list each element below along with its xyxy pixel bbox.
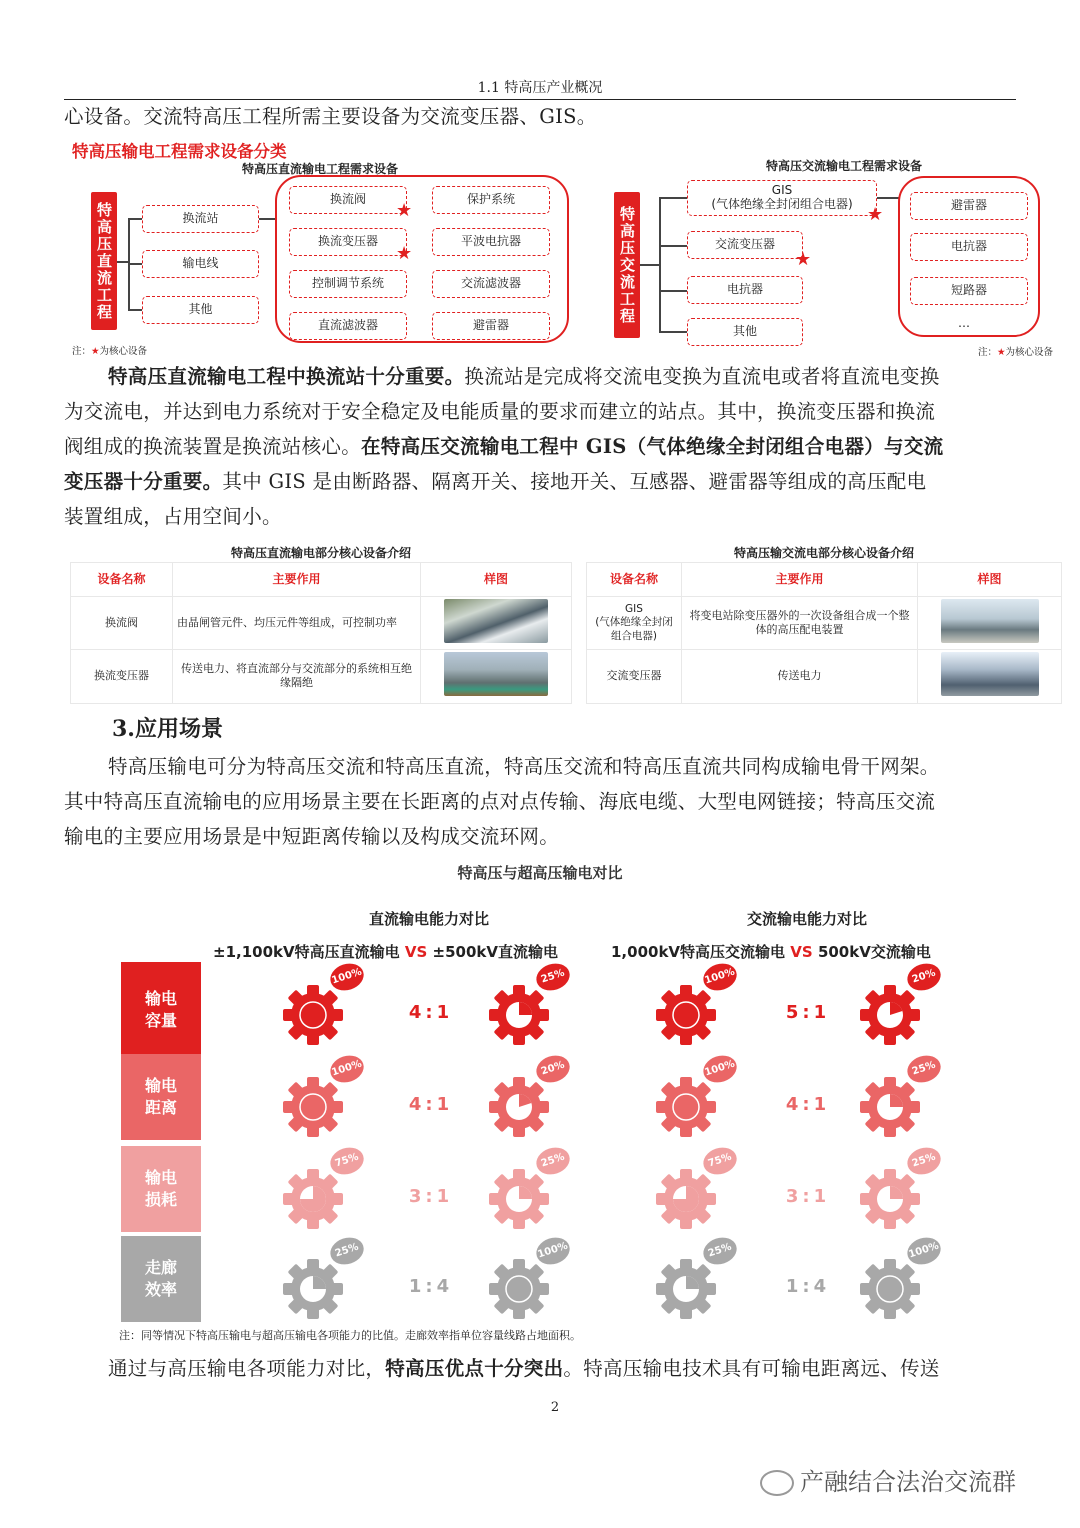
ratio-label: 3:1 (408, 1186, 454, 1207)
body-line: 为交流电，并达到电力系统对于安全稳定及电能质量的要求而建立的站点。其中，换流变压器和换流 (64, 400, 936, 423)
note-prefix: 注： (72, 346, 92, 357)
gear-icon (488, 984, 550, 1046)
ratio-label: 4:1 (785, 1094, 831, 1115)
ac-other-equip: 避雷器 (910, 192, 1028, 220)
page-number: 2 (550, 1400, 560, 1415)
gear-icon (282, 1258, 344, 1320)
body-line: 装置组成，占用空间小。 (64, 505, 282, 528)
gis-photo (941, 599, 1039, 643)
ratio-label: 3:1 (785, 1186, 831, 1207)
gear-icon (859, 984, 921, 1046)
percent-badge: 20% (533, 1051, 573, 1086)
gear-icon (282, 984, 344, 1046)
ac-diagram-subtitle: 特高压交流输电工程需求设备 (766, 159, 923, 173)
table-cell: 交流变压器 (587, 650, 682, 703)
percent-badge: 100% (700, 1051, 740, 1086)
percent-badge: 75% (327, 1143, 367, 1178)
figure-title: 特高压输电工程需求设备分类 (72, 142, 287, 161)
ac-project-bar (614, 192, 640, 338)
core-star-icon: ★ (396, 243, 413, 264)
gear-icon (282, 1168, 344, 1230)
gear-icon (488, 1168, 550, 1230)
ac-other-equip: 电抗器 (910, 233, 1028, 261)
body-line (64, 430, 943, 464)
vs-label: VS (404, 943, 428, 961)
dc-diagram-note (72, 343, 147, 357)
vs-label: VS (790, 943, 813, 961)
percent-badge: 75% (700, 1143, 740, 1178)
percent-badge: 100% (700, 959, 740, 994)
ac-equip: 交流变压器 (687, 231, 803, 259)
gear-icon (655, 1258, 717, 1320)
comparison-title: 特高压与超高压输电对比 (457, 864, 623, 882)
dc-comparison-pair (213, 941, 558, 962)
ratio-label: 1:4 (408, 1276, 454, 1297)
page-header: 1.1 特高压产业概况 (64, 78, 1016, 100)
percent-badge: 25% (904, 1143, 944, 1178)
dc-comparison-heading: 直流输电能力对比 (369, 910, 490, 928)
table-cell (421, 597, 572, 650)
core-star-icon: ★ (396, 200, 413, 221)
table-cell: 换流阀 (71, 597, 173, 650)
ratio-label: 4:1 (408, 1002, 454, 1023)
converter-valve-photo (444, 599, 548, 643)
note-prefix: 注： (978, 347, 998, 358)
col-header: 样图 (421, 563, 572, 597)
bold-text: 在特高压交流输电工程中 GIS（气体绝缘全封闭组合电器）与交流 (361, 435, 944, 458)
table-cell: 传送电力、将直流部分与交流部分的系统相互绝缘隔绝 (173, 650, 421, 703)
col-header: 设备名称 (587, 563, 682, 597)
dc-equip: 保护系统 (432, 186, 550, 214)
table-cell (421, 650, 572, 703)
text: 换流站是完成将交流电变换为直流电或者将直流电变换 (464, 365, 940, 388)
gear-icon (859, 1076, 921, 1138)
table-cell: 传送电力 (682, 650, 918, 703)
percent-badge: 25% (700, 1233, 740, 1268)
ac-other-ellipsis: … (958, 316, 970, 330)
ratio-label: 5:1 (785, 1002, 831, 1023)
percent-badge: 25% (904, 1051, 944, 1086)
table-cell (918, 650, 1062, 703)
row-label (121, 962, 201, 1057)
note-suffix: 为核心设备 (99, 346, 148, 357)
dc-uhv-label: ±1,100kV特高压直流输电 (213, 943, 400, 961)
row-label (121, 1236, 201, 1322)
watermark-text: 产融结合法治交流群 (800, 1468, 1016, 1496)
body-line: 其中特高压直流输电的应用场景主要在长距离的点对点传输、海底电缆、大型电网链接；特高压交流 (64, 790, 936, 813)
dc-equip: 避雷器 (432, 312, 550, 340)
dc-equip: 换流阀 (289, 186, 407, 214)
percent-badge: 100% (327, 1051, 367, 1086)
percent-badge: 100% (904, 1233, 944, 1268)
section-heading: 3.应用场景 (112, 716, 223, 742)
ac-transformer-photo (941, 652, 1039, 696)
col-header: 样图 (918, 563, 1062, 597)
body-line: 输电的主要应用场景是中短距离传输以及构成交流环网。 (64, 825, 560, 848)
text: 其中 GIS 是由断路器、隔离开关、接地开关、互感器、避雷器等组成的高压配电 (222, 470, 927, 493)
dc-equip: 控制调节系统 (289, 270, 407, 298)
gear-icon (655, 1076, 717, 1138)
gear-icon (859, 1258, 921, 1320)
table-cell: 将变电站除变压器外的一次设备组合成一个整体的高压配电装置 (682, 597, 918, 650)
note-suffix: 为核心设备 (1005, 347, 1054, 358)
bold-text: 特高压优点十分突出 (385, 1357, 564, 1380)
col-header: 主要作用 (682, 563, 918, 597)
text: 阀组成的换流装置是换流站核心。 (64, 435, 362, 458)
percent-badge: 100% (533, 1233, 573, 1268)
watermark (760, 1462, 1016, 1497)
gear-icon (655, 984, 717, 1046)
gear-icon (488, 1258, 550, 1320)
table-cell (918, 597, 1062, 650)
dc-equipment-table (70, 562, 572, 704)
percent-badge: 20% (904, 959, 944, 994)
text: 通过与高压输电各项能力对比， (108, 1357, 386, 1380)
dc-equip: 直流滤波器 (289, 312, 407, 340)
row-label (121, 1054, 201, 1140)
dc-branch: 其他 (142, 296, 259, 324)
row-label (121, 1146, 201, 1232)
bold-text: 特高压直流输电工程中换流站十分重要。 (108, 365, 465, 388)
gear-icon (282, 1076, 344, 1138)
core-star-icon: ★ (795, 249, 812, 270)
ac-ehv-label: 500kV交流输电 (817, 943, 931, 961)
wechat-icon (760, 1470, 794, 1496)
body-line: 心设备。交流特高压工程所需主要设备为交流变压器、GIS。 (64, 105, 597, 128)
row-label-text: 输电容量 (144, 988, 177, 1030)
ac-comparison-pair (611, 941, 931, 962)
dc-branch: 输电线 (142, 250, 259, 278)
ac-equip: 电抗器 (687, 276, 803, 304)
dc-equip: 平波电抗器 (432, 228, 550, 256)
percent-badge: 25% (327, 1233, 367, 1268)
ac-table-caption: 特高压输交流电部分核心设备介绍 (733, 546, 914, 560)
dc-diagram-subtitle: 特高压直流输电工程需求设备 (242, 162, 399, 176)
table-cell: 换流变压器 (71, 650, 173, 703)
row-label-text: 输电距离 (144, 1076, 177, 1117)
ac-comparison-heading: 交流输电能力对比 (747, 910, 868, 928)
ratio-label: 4:1 (408, 1094, 454, 1115)
core-star-icon: ★ (867, 204, 884, 225)
body-line (108, 360, 940, 394)
ratio-label: 1:4 (785, 1276, 831, 1297)
dc-project-bar (91, 192, 117, 330)
ac-diagram-note (978, 344, 1053, 358)
ac-other-equip: 短路器 (910, 277, 1028, 305)
row-label-text: 输电损耗 (144, 1168, 177, 1209)
dc-ehv-label: ±500kV直流输电 (432, 943, 558, 961)
bold-text: 变压器十分重要。 (64, 470, 223, 493)
gear-icon (488, 1076, 550, 1138)
dc-project-bar-label: 特高压直流工程 (95, 201, 113, 321)
row-label-text: 走廊效率 (144, 1258, 177, 1299)
converter-transformer-photo (444, 652, 548, 696)
dc-equip: 交流滤波器 (432, 270, 550, 298)
dc-equip: 换流变压器 (289, 228, 407, 256)
dc-table-caption: 特高压直流输电部分核心设备介绍 (230, 546, 411, 560)
percent-badge: 25% (533, 1143, 573, 1178)
ac-equipment-table (586, 562, 1062, 704)
table-cell: GIS (气体绝缘全封闭组合电器) (587, 597, 682, 650)
ac-project-bar-label: 特高压交流工程 (618, 205, 636, 325)
body-line (64, 465, 926, 499)
dc-branch: 换流站 (142, 205, 259, 233)
gear-icon (859, 1168, 921, 1230)
body-line: 特高压输电可分为特高压交流和特高压直流，特高压交流和特高压直流共同构成输电骨干网架。 (108, 755, 940, 778)
col-header: 设备名称 (71, 563, 173, 597)
ac-equip: 其他 (687, 318, 803, 346)
star-icon: ★ (91, 346, 100, 357)
comparison-note: 注：同等情况下特高压输电与超高压输电各项能力的比值。走廊效率指单位容量线路占地面积。 (119, 1329, 581, 1342)
body-line (108, 1352, 940, 1386)
gear-icon (655, 1168, 717, 1230)
ac-equip: GIS (气体绝缘全封闭组合电器) (687, 180, 877, 216)
star-icon: ★ (997, 347, 1006, 358)
percent-badge: 100% (327, 959, 367, 994)
ac-uhv-label: 1,000kV特高压交流输电 (611, 943, 786, 961)
comparison-figure (105, 862, 975, 1352)
percent-badge: 25% (533, 959, 573, 994)
text: 。特高压输电技术具有可输电距离远、传送 (563, 1357, 940, 1380)
table-cell: 由晶闸管元件、均压元件等组成，可控制功率 (173, 597, 421, 650)
col-header: 主要作用 (173, 563, 421, 597)
